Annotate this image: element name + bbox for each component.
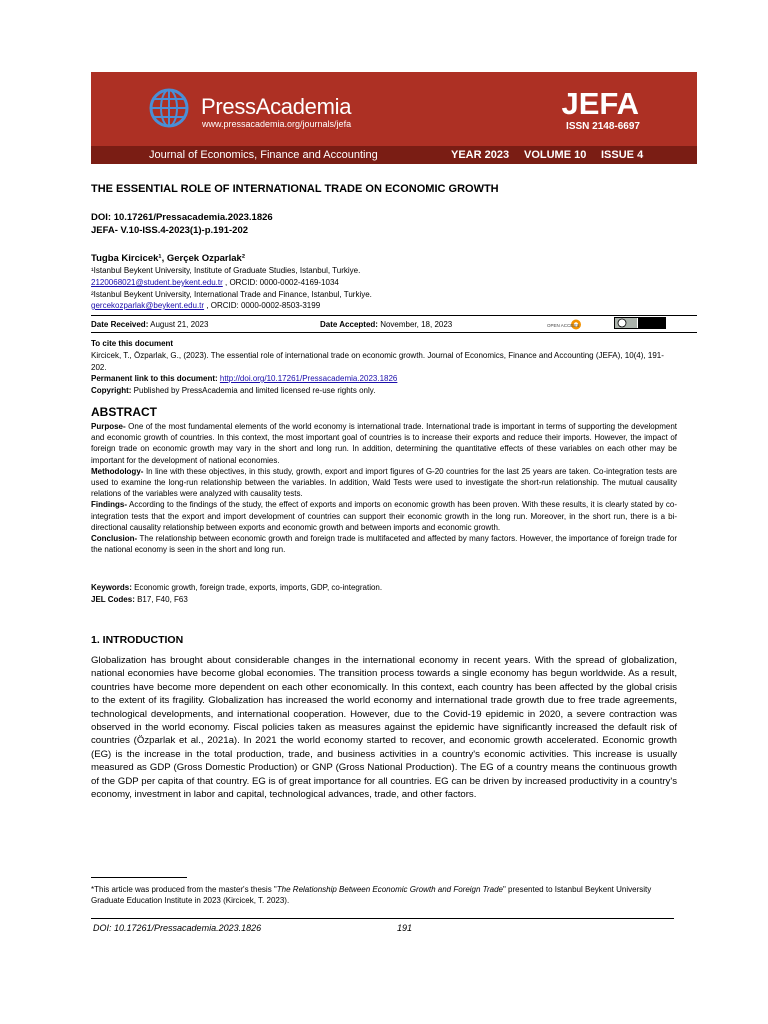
open-access-label: OPEN ACCESS [547,323,580,328]
perm-label: Permanent link to this document: [91,374,220,383]
abstract-findings: Findings- According to the findings of the study, the effect of exports and imports on economic growth has been proven. With these results, it is clearly stated by co-integration tests that the export and import development of countries can support their economic growth in the long run. Moreover, in the short run, there is a bi-directional causality relationship between exports and economic growth and between imports and economic growth. [91,500,677,532]
cc-by-license-icon [614,317,666,329]
abstract-conclusion: Conclusion- The relationship between economic growth and foreign trade is multifaceted and affected by many factors. However, the importance of foreign trade for the national economy is seen in the short and long run. [91,534,677,555]
date-accepted-value: November, 18, 2023 [380,320,453,329]
footer-rule [91,918,674,919]
divider [91,315,697,316]
article-doi: DOI: 10.17261/Pressacademia.2023.1826 [91,212,273,223]
brand-name: PressAcademia [201,94,352,119]
abstract-purpose: Purpose- One of the most fundamental elements of the world economy is international trade. International trade is important in terms of supporting the development and economic growth of countries. In this context, the most important goal of countries is to increase their exports and reduce their imports. However, the impact of foreign trade on economic growth may vary in the short and long run. In addition, determining the quantitative effects of these variables on each other may be important for the development of national economies. [91,422,677,465]
copyright-label: Copyright: [91,386,132,395]
article-title: THE ESSENTIAL ROLE OF INTERNATIONAL TRADE ON ECONOMIC GROWTH [91,183,499,195]
author1-email-link[interactable]: 2120068021@student.beykent.edu.tr [91,278,223,287]
author2-orcid: , ORCID: 0000-0002-8503-3199 [204,301,321,310]
journal-banner [91,72,697,164]
thesis-title: The Relationship Between Economic Growth and Foreign Trade [276,885,503,894]
date-received [91,320,208,329]
page-number: 191 [397,923,413,933]
issn: ISSN 2148-6697 [566,121,640,132]
affiliation-1: ¹Istanbul Beykent University, Institute of Graduate Studies, Istanbul, Turkiye. [91,266,361,275]
footer-doi: DOI: 10.17261/Pressacademia.2023.1826 [93,923,262,933]
affiliation-1-contact [91,278,339,287]
banner-top [91,72,697,146]
author1-orcid: , ORCID: 0000-0002-4169-1034 [222,278,339,287]
journal-year: YEAR 2023 [451,149,510,161]
journal-abbr: JEFA [561,86,639,121]
keywords: Keywords: Economic growth, foreign trade, exports, imports, GDP, co-integration. [91,583,383,592]
date-received-label: Date Received: [91,320,149,329]
permanent-link [91,374,397,383]
banner-info-bar [91,146,697,164]
affiliation-2-contact [91,301,320,310]
globe-logo-icon [149,88,189,128]
abstract-methodology: Methodology- In line with these objectives, in this study, growth, export and import figures of G-20 countries for the last 25 years are taken. Co-integration tests are used to examine the long-run relationship between the variables. In addition, Wald Tests were used to investigate the short-run relationship. The mutual causality relations of the variables were analyzed with causality tests. [91,466,677,499]
journal-name: Journal of Economics, Finance and Accounting [149,149,378,161]
jel-codes: JEL Codes: B17, F40, F63 [91,595,188,604]
introduction-text: Globalization has brought about considerable changes in the international economy in recent years. With the spread of globalization, national economies have become global economies. The transition process towards a single economy has begun worldwide. As a result, countries have become more dependent on each other economically. In this context, each country has been affected by the global crisis to the extent of its fragility. Globalization has increased the world economy and international trade growth due to free trade agreements, technological developments, and international cooperation. However, due to the Covid-19 epidemic in 2020, a severe contraction was observed in the world economy. Fiscal policies taken as measures against the epidemic have significantly increased the default risk of countries (Özparlak et al., 2021a). In 2021 the world economy started to recover, and economic growth accelerated. Economic growth (EG) is the increase in the total production, trade, and business activities in a country's economic activities. This increase is usually measured as GDP (Gross Domestic Production) or GNP (Gross National Production). The EG of a country means the continuous growth of the GDP per capita of that country. EG is of great importance for all countries. EG can be driven by increased productivity in a country's economy, investment in labor and capital, technological advances, trade, and other factors. [91,655,677,801]
cite-heading: To cite this document [91,339,174,348]
footnote: *This article was produced from the master's thesis "The Relationship Between Economic Growth and Foreign Trade" presented to Istanbul Beykent University Graduate Education Institute in 2023 (Kircicek, T. 2023). [91,885,652,905]
section-heading-introduction: 1. INTRODUCTION [91,634,184,646]
copyright [91,386,375,395]
abstract-body [91,421,677,555]
author2-email-link[interactable]: gercekozparlak@beykent.edu.tr [91,301,205,310]
article-authors: Tugba Kircicek¹, Gerçek Ozparlak² [91,253,245,264]
permanent-link-url[interactable]: http://doi.org/10.17261/Pressacademia.2023.1826 [219,374,398,383]
copyright-text: Published by PressAcademia and limited licensed re-use rights only. [131,386,376,395]
divider [91,332,697,333]
abstract-heading: ABSTRACT [91,405,157,419]
open-access-icon [546,319,606,330]
journal-volume: VOLUME 10 [524,149,587,161]
date-accepted-label: Date Accepted: [320,320,378,329]
cite-text: Kircicek, T., Özparlak, G., (2023). The essential role of international trade on economic growth. Journal of Economics, Finance and Accounting (JEFA), 10(4), 191-202. [91,351,664,372]
date-accepted [320,320,452,329]
brand-url[interactable]: www.pressacademia.org/journals/jefa [202,119,352,129]
affiliation-2: ²Istanbul Beykent University, International Trade and Finance, Istanbul, Turkiye. [91,290,372,299]
article-ref: JEFA- V.10-ISS.4-2023(1)-p.191-202 [91,225,249,236]
footnote-rule [91,877,187,878]
date-received-value: August 21, 2023 [150,320,209,329]
journal-issue: ISSUE 4 [601,149,644,161]
